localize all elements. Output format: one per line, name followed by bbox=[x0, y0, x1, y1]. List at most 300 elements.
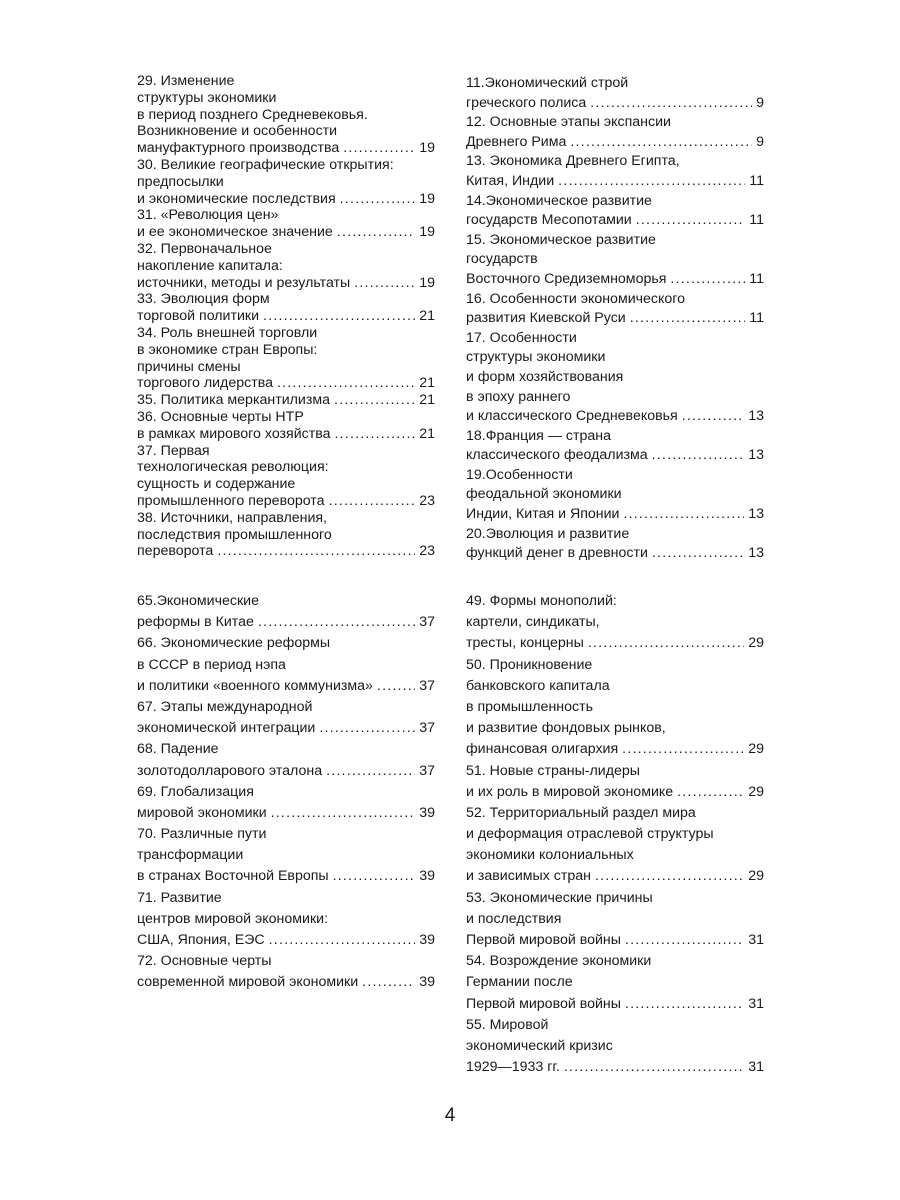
toc-entry[interactable] bbox=[466, 803, 764, 888]
toc-entry-line bbox=[466, 407, 764, 427]
toc-entry[interactable] bbox=[137, 888, 435, 952]
toc-entry-line bbox=[466, 485, 764, 505]
toc-entry-text: 20.Эволюция и развитие bbox=[466, 525, 630, 542]
toc-entry-line bbox=[137, 527, 435, 544]
toc-entry-text: банковского капитала bbox=[466, 677, 610, 694]
toc-entry-text: 33. Эволюция форм bbox=[137, 291, 270, 308]
dot-leader bbox=[677, 782, 744, 803]
toc-page-number: 11 bbox=[749, 172, 764, 189]
toc-entry-line bbox=[137, 73, 435, 90]
dot-leader bbox=[319, 718, 415, 739]
toc-entry-text: развития Киевской Руси bbox=[466, 310, 626, 327]
toc-entry-line bbox=[466, 782, 764, 803]
toc-entry-line bbox=[466, 348, 764, 368]
toc-page-number: 39 bbox=[419, 804, 435, 821]
toc-entry-text: и экономические последствия bbox=[137, 190, 336, 207]
toc-page-number: 37 bbox=[419, 614, 435, 631]
toc-entry-line bbox=[466, 612, 764, 633]
toc-entry-text: 19.Особенности bbox=[466, 466, 573, 483]
toc-page-number: 19 bbox=[419, 140, 435, 157]
toc-entry-line bbox=[137, 291, 435, 308]
toc-entry-line bbox=[466, 192, 764, 212]
toc-block-left-top bbox=[137, 73, 435, 560]
toc-entry-line bbox=[466, 544, 764, 564]
toc-entry-text: 49. Формы монополий: bbox=[466, 593, 617, 609]
toc-entry-text: 51. Новые страны-лидеры bbox=[466, 762, 640, 779]
dot-leader bbox=[217, 543, 415, 560]
toc-entry-text: центров мировой экономики: bbox=[137, 910, 329, 927]
toc-entry[interactable] bbox=[137, 409, 435, 443]
toc-entry-text: структуры экономики bbox=[137, 89, 277, 106]
toc-page-number: 29 bbox=[748, 741, 764, 758]
toc-entry[interactable] bbox=[137, 591, 435, 633]
toc-entry[interactable] bbox=[466, 1015, 764, 1079]
dot-leader bbox=[636, 211, 746, 231]
toc-entry-line bbox=[466, 133, 764, 153]
toc-entry-line bbox=[466, 172, 764, 192]
toc-entry-line bbox=[137, 409, 435, 426]
toc-entry-text: 50. Проникновение bbox=[466, 656, 593, 673]
toc-entry-line bbox=[466, 525, 764, 545]
toc-page-number: 11 bbox=[749, 270, 764, 287]
dot-leader bbox=[623, 505, 744, 525]
toc-entry-text: 34. Роль внешней торговли bbox=[137, 324, 318, 341]
dot-leader bbox=[334, 392, 415, 409]
toc-entry-line bbox=[466, 655, 764, 676]
toc-entry-text: 52. Территориальный раздел мира bbox=[466, 804, 696, 821]
dot-leader bbox=[271, 803, 416, 824]
toc-entry-line bbox=[137, 325, 435, 342]
toc-entry-line bbox=[466, 718, 764, 739]
toc-entry-line bbox=[137, 655, 435, 676]
toc-entry-line bbox=[137, 951, 435, 972]
toc-entry-text: в странах Восточной Европы bbox=[137, 868, 329, 885]
toc-entry-text: мануфактурного производства bbox=[137, 140, 340, 157]
toc-entry-text: и форм хозяйствования bbox=[466, 368, 624, 385]
dot-leader bbox=[343, 140, 415, 157]
toc-entry-line bbox=[137, 207, 435, 224]
toc-entry-line bbox=[137, 591, 435, 612]
toc-entry-line bbox=[137, 930, 435, 951]
toc-entry-line bbox=[466, 994, 764, 1015]
toc-entry-line bbox=[466, 739, 764, 760]
toc-entry-text: США, Япония, ЕЭС bbox=[137, 932, 265, 948]
toc-page-number: 13 bbox=[748, 408, 764, 425]
toc-page-number: 13 bbox=[748, 447, 764, 464]
toc-entry-text: и последствия bbox=[466, 910, 562, 927]
toc-entry-text: Восточного Средиземноморья bbox=[466, 270, 667, 287]
toc-page-number: 11 bbox=[749, 310, 764, 327]
toc-entry-text: 72. Основные черты bbox=[137, 953, 272, 970]
toc-entry-text: 14.Экономическое развитие bbox=[466, 192, 652, 209]
toc-entry[interactable] bbox=[466, 113, 764, 152]
toc-entry-line bbox=[137, 308, 435, 325]
toc-entry-line bbox=[466, 697, 764, 718]
toc-entry-line bbox=[466, 113, 764, 133]
toc-entry-line bbox=[137, 275, 435, 292]
toc-entry-line bbox=[466, 388, 764, 408]
toc-entry-line bbox=[137, 426, 435, 443]
toc-entry-text: торговой политики bbox=[137, 308, 260, 325]
toc-page-number: 37 bbox=[419, 677, 435, 694]
toc-entry-text: 53. Экономические причины bbox=[466, 889, 653, 906]
toc-entry-line bbox=[137, 612, 435, 633]
toc-entry[interactable] bbox=[137, 241, 435, 291]
dot-leader bbox=[340, 191, 416, 208]
toc-entry-line bbox=[466, 250, 764, 270]
toc-entry-text: финансовая олигархия bbox=[466, 741, 619, 758]
toc-entry-line bbox=[137, 359, 435, 376]
toc-page-number: 31 bbox=[748, 932, 764, 948]
toc-entry-text: 36. Основные черты НТР bbox=[137, 408, 304, 425]
toc-entry-text: 66. Экономические реформы bbox=[137, 635, 331, 652]
toc-entry-text: трансформации bbox=[137, 847, 244, 864]
toc-entry-line bbox=[137, 782, 435, 803]
toc-page-number: 39 bbox=[419, 868, 435, 885]
toc-page-number: 23 bbox=[419, 543, 435, 560]
toc-entry-text: Германии после bbox=[466, 974, 573, 991]
toc-page-number: 29 bbox=[748, 868, 764, 885]
toc-entry-line bbox=[137, 803, 435, 824]
toc-entry-text: в рамках мирового хозяйства bbox=[137, 425, 331, 442]
toc-entry-line bbox=[137, 888, 435, 909]
toc-page-number: 21 bbox=[419, 392, 435, 409]
toc-entry-line bbox=[466, 930, 764, 951]
toc-entry[interactable] bbox=[137, 73, 435, 157]
toc-entry-text: промышленного переворота bbox=[137, 492, 325, 509]
toc-entry-text: тресты, концерны bbox=[466, 635, 584, 652]
toc-entry-line bbox=[137, 174, 435, 191]
toc-entry-text: 38. Источники, направления, bbox=[137, 509, 327, 526]
toc-entry-line bbox=[466, 951, 764, 972]
toc-page-number: 29 bbox=[748, 783, 764, 800]
toc-entry[interactable] bbox=[137, 951, 435, 993]
dot-leader bbox=[263, 308, 415, 325]
toc-entry-text: государств Месопотамии bbox=[466, 212, 632, 229]
toc-page-number: 37 bbox=[419, 762, 435, 779]
toc-entry-line bbox=[137, 676, 435, 697]
toc-entry-text: 29. Изменение bbox=[137, 73, 235, 89]
toc-entry-text: 71. Развитие bbox=[137, 889, 222, 906]
toc-entry-text: феодальной экономики bbox=[466, 486, 622, 503]
toc-page-number: 31 bbox=[748, 1059, 764, 1076]
toc-entry-line bbox=[137, 824, 435, 845]
toc-page-number: 21 bbox=[419, 375, 435, 392]
toc-page-number: 9 bbox=[756, 94, 764, 111]
toc-entry-line bbox=[466, 1036, 764, 1057]
dot-leader bbox=[258, 612, 415, 633]
dot-leader bbox=[625, 994, 744, 1015]
toc-entry-text: и ее экономическое значение bbox=[137, 224, 333, 241]
dot-leader bbox=[326, 761, 415, 782]
toc-entry-text: государств bbox=[466, 251, 538, 268]
toc-entry-text: Китая, Индии bbox=[466, 172, 555, 189]
toc-entry-line bbox=[466, 94, 764, 114]
toc-entry-line bbox=[137, 543, 435, 560]
toc-entry-line bbox=[466, 633, 764, 654]
toc-block-left-bottom bbox=[137, 591, 435, 994]
toc-entry-text: Возникновение и особенности bbox=[137, 123, 338, 140]
toc-entry-text: источники, методы и результаты bbox=[137, 274, 351, 291]
toc-entry-line bbox=[466, 676, 764, 697]
toc-entry[interactable] bbox=[466, 152, 764, 191]
toc-entry-line bbox=[466, 909, 764, 930]
dot-leader bbox=[652, 544, 744, 564]
toc-entry-text: в промышленность bbox=[466, 698, 593, 715]
toc-entry-text: и их роль в мировой экономике bbox=[466, 783, 674, 800]
toc-entry-text: и зависимых стран bbox=[466, 868, 591, 885]
toc-entry-text: 1929—1933 гг. bbox=[466, 1059, 560, 1076]
toc-entry-line bbox=[137, 845, 435, 866]
toc-entry-text: 70. Различные пути bbox=[137, 826, 267, 843]
toc-entry-line bbox=[137, 443, 435, 460]
toc-entry-text: мировой экономики bbox=[137, 804, 267, 821]
toc-entry-line bbox=[137, 123, 435, 140]
toc-entry-line bbox=[137, 90, 435, 107]
toc-entry-line bbox=[466, 368, 764, 388]
toc-entry[interactable] bbox=[466, 192, 764, 231]
toc-entry-text: экономики колониальных bbox=[466, 847, 634, 864]
page-number: 4 bbox=[444, 1105, 456, 1126]
toc-entry-text: греческого полиса bbox=[466, 94, 587, 111]
toc-entry[interactable] bbox=[137, 157, 435, 207]
toc-entry-text: и деформация отраслевой структуры bbox=[466, 826, 714, 843]
toc-entry-text: 31. «Революция цен» bbox=[137, 207, 279, 224]
toc-entry-line bbox=[466, 329, 764, 349]
dot-leader bbox=[570, 133, 752, 153]
dot-leader bbox=[564, 1057, 744, 1078]
dot-leader bbox=[652, 446, 745, 466]
toc-entry-line bbox=[466, 591, 764, 612]
toc-entry-text: в период позднего Средневековья. bbox=[137, 106, 368, 123]
dot-leader bbox=[558, 172, 745, 192]
dot-leader bbox=[362, 972, 415, 993]
toc-entry-text: структуры экономики bbox=[466, 349, 606, 366]
toc-entry-text: Индии, Китая и Японии bbox=[466, 506, 620, 523]
toc-entry[interactable] bbox=[466, 427, 764, 466]
toc-entry[interactable] bbox=[466, 591, 764, 655]
toc-page-number: 21 bbox=[419, 308, 435, 325]
toc-entry-line bbox=[137, 697, 435, 718]
toc-entry-line bbox=[137, 972, 435, 993]
toc-entry-text: технологическая революция: bbox=[137, 459, 329, 476]
toc-entry-text: 17. Особенности bbox=[466, 329, 577, 346]
toc-entry-text: 37. Первая bbox=[137, 442, 210, 459]
toc-entry[interactable] bbox=[466, 951, 764, 1015]
toc-page-number: 39 bbox=[419, 932, 435, 948]
toc-entry-text: предпосылки bbox=[137, 173, 224, 190]
toc-entry-text: 65.Экономические bbox=[137, 593, 259, 609]
toc-entry-line bbox=[466, 824, 764, 845]
toc-entry[interactable] bbox=[137, 782, 435, 824]
toc-entry-line bbox=[466, 290, 764, 310]
toc-entry[interactable] bbox=[466, 525, 764, 564]
toc-entry[interactable] bbox=[137, 207, 435, 241]
toc-page-number: 11 bbox=[749, 212, 764, 229]
toc-entry-text: золотодолларового эталона bbox=[137, 762, 323, 779]
dot-leader bbox=[630, 309, 746, 329]
toc-page-number: 29 bbox=[748, 635, 764, 652]
toc-page-number: 19 bbox=[419, 190, 435, 207]
toc-entry-line bbox=[466, 505, 764, 525]
toc-entry-text: 15. Экономическое развитие bbox=[466, 231, 656, 248]
toc-entry[interactable] bbox=[137, 291, 435, 325]
toc-page-number: 13 bbox=[748, 506, 764, 523]
toc-entry-text: картели, синдикаты, bbox=[466, 614, 600, 631]
toc-page-number: 19 bbox=[419, 224, 435, 241]
toc-entry-text: 30. Великие географические открытия: bbox=[137, 156, 394, 173]
toc-entry-text: 18.Франция — страна bbox=[466, 427, 612, 444]
toc-entry-line bbox=[466, 211, 764, 231]
toc-entry-line bbox=[466, 1057, 764, 1078]
toc-entry-line bbox=[137, 633, 435, 654]
toc-entry-line bbox=[137, 191, 435, 208]
toc-page-number: 13 bbox=[748, 545, 764, 562]
toc-entry-line bbox=[466, 152, 764, 172]
toc-entry[interactable] bbox=[466, 290, 764, 329]
toc-entry[interactable] bbox=[466, 74, 764, 113]
toc-entry[interactable] bbox=[137, 633, 435, 697]
dot-leader bbox=[670, 270, 745, 290]
toc-entry-text: Древнего Рима bbox=[466, 133, 567, 150]
toc-entry-text: и политики «военного коммунизма» bbox=[137, 677, 373, 694]
toc-entry-line bbox=[137, 718, 435, 739]
toc-page-number: 37 bbox=[419, 720, 435, 737]
toc-entry-text: 35. Политика меркантилизма bbox=[137, 392, 330, 409]
toc-entry-line bbox=[137, 761, 435, 782]
dot-leader bbox=[595, 866, 744, 887]
toc-entry-line bbox=[137, 866, 435, 887]
toc-entry-line bbox=[466, 866, 764, 887]
toc-entry-text: 67. Этапы международной bbox=[137, 698, 313, 715]
toc-entry-text: торгового лидерства bbox=[137, 375, 273, 392]
toc-page-number: 31 bbox=[748, 995, 764, 1012]
toc-entry-text: функций денег в древности bbox=[466, 545, 648, 562]
toc-entry[interactable] bbox=[137, 392, 435, 409]
toc-entry-text: переворота bbox=[137, 543, 214, 560]
toc-entry-text: в эпоху раннего bbox=[466, 388, 571, 405]
toc-block-right-top bbox=[466, 74, 764, 564]
toc-entry-text: Первой мировой войны bbox=[466, 995, 621, 1012]
toc-page-number: 23 bbox=[419, 492, 435, 509]
dot-leader bbox=[329, 493, 416, 510]
toc-page-number: 19 bbox=[419, 274, 435, 291]
dot-leader bbox=[337, 224, 415, 241]
toc-entry-text: накопление капитала: bbox=[137, 257, 283, 274]
toc-entry-line bbox=[466, 761, 764, 782]
toc-entry-text: 16. Особенности экономического bbox=[466, 290, 686, 307]
toc-entry-text: 12. Основные этапы экспансии bbox=[466, 114, 671, 131]
toc-entry-line bbox=[466, 446, 764, 466]
toc-entry-text: и классического Средневековья bbox=[466, 408, 678, 425]
toc-page-number: 21 bbox=[419, 425, 435, 442]
dot-leader bbox=[625, 930, 744, 951]
toc-entry-line bbox=[466, 427, 764, 447]
toc-entry-text: современной мировой экономики bbox=[137, 974, 359, 991]
toc-entry-text: последствия промышленного bbox=[137, 526, 332, 543]
toc-entry-line bbox=[137, 459, 435, 476]
toc-entry-line bbox=[466, 972, 764, 993]
toc-entry-line bbox=[137, 510, 435, 527]
toc-entry-line bbox=[466, 845, 764, 866]
dot-leader bbox=[269, 930, 416, 951]
dot-leader bbox=[335, 426, 416, 443]
toc-entry-line bbox=[466, 270, 764, 290]
toc-entry-text: 68. Падение bbox=[137, 741, 219, 758]
toc-entry-text: экономической интеграции bbox=[137, 720, 316, 737]
toc-entry[interactable] bbox=[466, 888, 764, 952]
toc-entry-text: 69. Глобализация bbox=[137, 783, 254, 800]
toc-entry-line bbox=[137, 258, 435, 275]
toc-entry-text: и развитие фондовых рынков, bbox=[466, 720, 666, 737]
toc-entry-text: причины смены bbox=[137, 358, 241, 375]
toc-entry-line bbox=[137, 739, 435, 760]
dot-leader bbox=[354, 275, 415, 292]
toc-block-right-bottom bbox=[466, 591, 764, 1078]
dot-leader bbox=[622, 739, 744, 760]
dot-leader bbox=[588, 633, 744, 654]
toc-entry-text: экономический кризис bbox=[466, 1037, 613, 1054]
toc-entry-text: реформы в Китае bbox=[137, 614, 254, 631]
toc-entry-text: 54. Возрождение экономики bbox=[466, 953, 652, 970]
toc-entry-line bbox=[137, 140, 435, 157]
dot-leader bbox=[333, 866, 416, 887]
toc-entry[interactable] bbox=[137, 325, 435, 392]
toc-entry[interactable] bbox=[137, 739, 435, 781]
toc-entry-text: в экономике стран Европы: bbox=[137, 341, 318, 358]
toc-entry-line bbox=[466, 888, 764, 909]
toc-entry-line bbox=[466, 1015, 764, 1036]
toc-entry-text: 13. Экономика Древнего Египта, bbox=[466, 153, 680, 170]
toc-entry[interactable] bbox=[466, 231, 764, 290]
toc-entry[interactable] bbox=[466, 466, 764, 525]
toc-entry-line bbox=[137, 224, 435, 241]
dot-leader bbox=[377, 676, 415, 697]
dot-leader bbox=[590, 94, 752, 114]
toc-page-number: 39 bbox=[419, 974, 435, 991]
toc-entry-text: сущность и содержание bbox=[137, 476, 296, 493]
toc-entry-line bbox=[466, 309, 764, 329]
toc-entry-text: 11.Экономический строй bbox=[466, 75, 629, 91]
toc-entry-line bbox=[137, 476, 435, 493]
toc-entry[interactable] bbox=[466, 655, 764, 761]
toc-entry[interactable] bbox=[466, 761, 764, 803]
toc-entry-line bbox=[137, 375, 435, 392]
toc-entry[interactable] bbox=[137, 697, 435, 739]
toc-entry-line bbox=[137, 392, 435, 409]
toc-entry[interactable] bbox=[137, 824, 435, 888]
toc-entry-line bbox=[466, 803, 764, 824]
toc-entry-line bbox=[137, 342, 435, 359]
toc-entry[interactable] bbox=[466, 329, 764, 427]
toc-entry-text: в СССР в период нэпа bbox=[137, 656, 286, 673]
toc-entry-text: 55. Мировой bbox=[466, 1016, 549, 1033]
toc-entry-line bbox=[137, 493, 435, 510]
toc-entry-text: 32. Первоначальное bbox=[137, 240, 272, 257]
toc-entry-line bbox=[466, 466, 764, 486]
dot-leader bbox=[277, 375, 415, 392]
toc-entry-text: Первой мировой войны bbox=[466, 932, 621, 948]
toc-entry[interactable] bbox=[137, 510, 435, 560]
toc-entry-line bbox=[137, 241, 435, 258]
toc-page-number: 9 bbox=[756, 133, 764, 150]
toc-entry[interactable] bbox=[137, 443, 435, 510]
dot-leader bbox=[682, 407, 745, 427]
toc-entry-line bbox=[137, 157, 435, 174]
toc-entry-line bbox=[137, 909, 435, 930]
toc-entry-text: классического феодализма bbox=[466, 447, 648, 464]
toc-entry-line bbox=[466, 74, 764, 94]
